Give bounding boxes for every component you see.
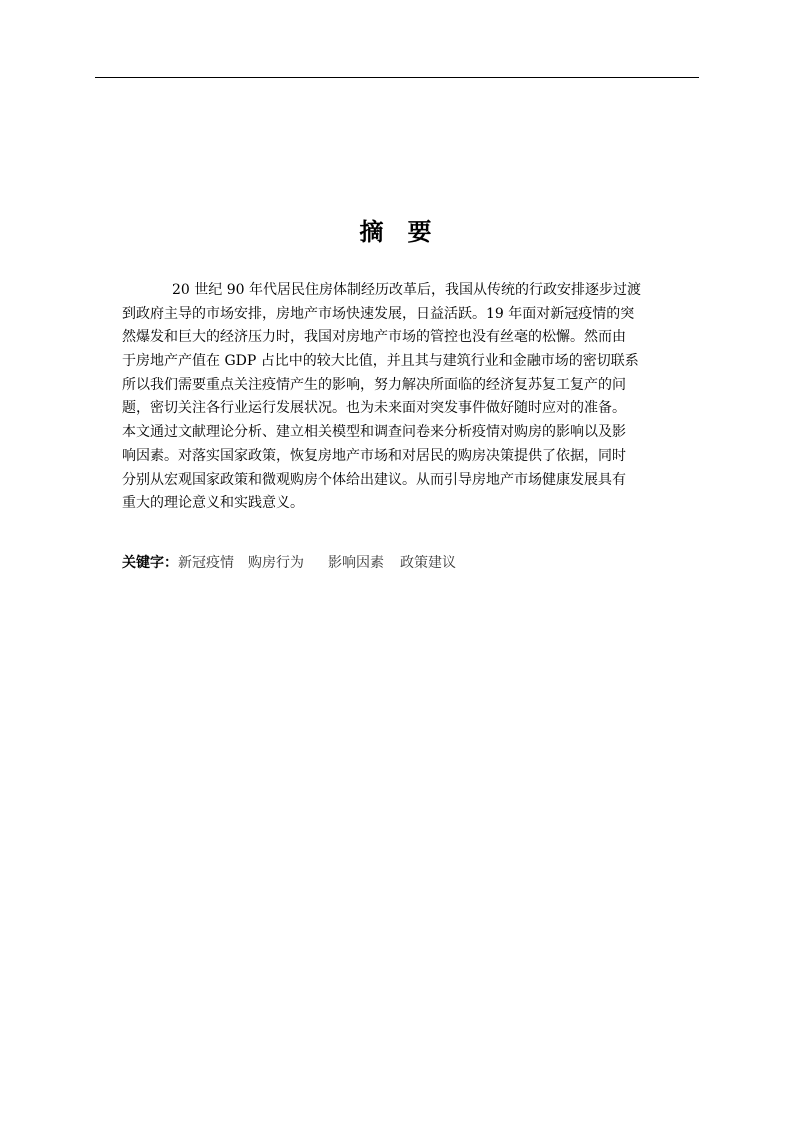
abstract-body	[122, 279, 706, 516]
keywords-label: 关键字：	[122, 555, 178, 571]
keyword-item: 政策建议	[400, 555, 456, 571]
abstract-title-char: 要	[407, 218, 434, 246]
abstract-line: 响因素。对落实国家政策，恢复房地产市场和对居民的购房决策提供了依据，同时	[122, 447, 626, 464]
abstract-line: 重大的理论意义和实践意义。	[122, 495, 304, 512]
abstract-line: 然爆发和巨大的经济压力时，我国对房地产市场的管控也没有丝毫的松懈。然而由	[122, 329, 626, 346]
abstract-line: 本文通过文献理论分析、建立相关模型和调查问卷来分析疫情对购房的影响以及影	[122, 424, 626, 441]
abstract-line: 20 世纪 90 年代居民住房体制经历改革后，我国从传统的行政安排逐步过渡	[172, 282, 641, 298]
abstract-line: 题，密切关注各行业运行发展状况。也为未来面对突发事件做好随时应对的准备。	[122, 400, 626, 417]
keywords-line	[122, 551, 456, 575]
abstract-line: 于房地产产值在 GDP 占比中的较大比值，并且其与建筑行业和金融市场的密切联系	[122, 353, 639, 370]
abstract-line: 到政府主导的市场安排，房地产市场快速发展，日益活跃。19 年面对新冠疫情的突	[122, 305, 635, 322]
keyword-item: 购房行为	[248, 555, 304, 571]
abstract-title-char: 摘	[359, 218, 386, 246]
abstract-line: 所以我们需要重点关注疫情产生的影响，努力解决所面临的经济复苏复工复产的问	[122, 376, 626, 393]
abstract-title	[0, 216, 793, 248]
keyword-item: 新冠疫情	[178, 555, 234, 571]
header-rule	[95, 77, 699, 78]
abstract-line: 分别从宏观国家政策和微观购房个体给出建议。从而引导房地产市场健康发展具有	[122, 471, 626, 488]
keyword-item: 影响因素	[328, 555, 384, 571]
